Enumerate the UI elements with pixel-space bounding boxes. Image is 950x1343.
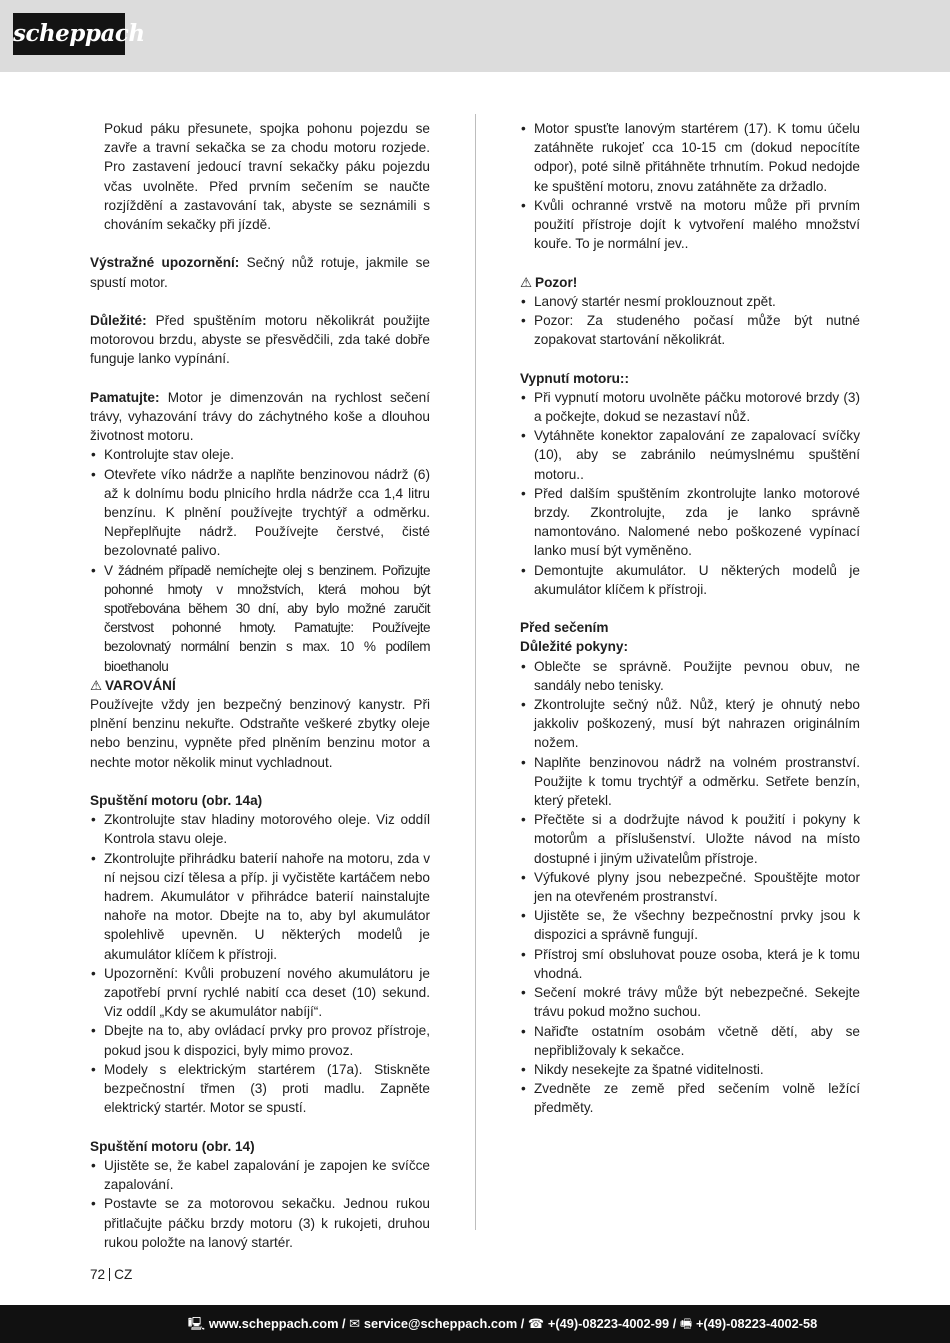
- computer-icon: 🖳: [187, 1316, 205, 1331]
- page-footer: [0, 1305, 950, 1343]
- list-item: • Vytáhněte konektor zapalování ze zapalovací svíčky (10), aby se zabránilo neúmyslnému spuštění motoru..: [520, 426, 860, 484]
- list-item: • Před dalším spuštěním zkontrolujte lanko motorové brzdy. Zkontrolujte, zda je lanko správně namontováno. Nalomené nebo poškozené vypínací lanko musí být vyměněno.: [520, 484, 860, 561]
- list-item: • Oblečte se správně. Použijte pevnou obuv, ne sandály nebo tenisky.: [520, 657, 860, 695]
- column-divider: [475, 114, 476, 1230]
- page-number-separator: [109, 1268, 110, 1281]
- varovani-label: VAROVÁNÍ: [105, 677, 176, 693]
- list-item: • Lanový startér nesmí proklouznout zpět.: [520, 292, 860, 311]
- warning-triangle-icon: ⚠: [90, 677, 103, 693]
- fax-icon: 🖷: [679, 1316, 692, 1331]
- list-item: • Upozornění: Kvůli probuzení nového akumulátoru je zapotřebí první rychlé nabití cca deset (10) sekund. Viz oddíl „Kdy se akumulátor nabíjí“.: [90, 964, 430, 1022]
- warning-note: [90, 253, 430, 291]
- list-item: • Zvedněte ze země před sečením volně ležící předměty.: [520, 1079, 860, 1117]
- list-item: • Výfukové plyny jsou nebezpečné. Spouštějte motor jen na otevřeném prostranství.: [520, 868, 860, 906]
- list-item: • Zkontrolujte stav hladiny motorového oleje. Viz oddíl Kontrola stavu oleje.: [90, 810, 430, 848]
- footer-fax: +(49)-08223-4002-58: [695, 1316, 818, 1331]
- remember-note-label: Pamatujte:: [90, 389, 160, 405]
- list-item: • Otevřete víko nádrže a naplňte benzinovou nádrž (6) až k dolnímu bodu plnicího hrdla nádrže cca 1,4 litru benzínu. K plnění používejte trychtýř a odměrku. Nepřeplňujte nádrž. Používejte čerstvé, čisté bezolovnaté palivo.: [90, 465, 430, 561]
- list-item: • Motor spusťte lanovým startérem (17). K tomu účelu zatáhněte rukojeť cca 10-15 cm (dokud nepocítíte odpor), poté silně přitáhněte trhnutím. Pokud nedojde ke spuštění motoru, znovu zatáhněte za držadlo.: [520, 119, 860, 196]
- right-column: [520, 119, 860, 1118]
- drive-lever-paragraph: Pokud páku přesunete, spojka pohonu pojezdu se zavře a travní sekačka se za chodu motoru rozjede. Pro zastavení jedoucí travní sekačky páku pojezdu včas uvolněte. Před prvním sečením se naučte rozjíždění a zastavování tak, abyste se seznámili s chováním sekačky při jízdě.: [104, 121, 430, 233]
- list-item: • Zkontrolujte přihrádku baterií nahoře na motoru, zda v ní nejsou cizí tělesa a příp. ji vyčistěte kartáčem nebo hadrem. Akumulátor v přihrádce baterií nainstalujte nahoře na motor. Dbejte na to, aby byl akumulátor spolehlivě upevněn. U některých modelů je akumulátor klíčem k přístroji.: [90, 849, 430, 964]
- list-item: • Ujistěte se, že všechny bezpečnostní prvky jsou k dispozici a správně fungují.: [520, 906, 860, 944]
- page-language: CZ: [114, 1267, 133, 1282]
- before-mowing-subheading: Důležité pokyny:: [520, 639, 629, 655]
- list-item: • Ujistěte se, že kabel zapalování je zapojen ke svíčce zapalování.: [90, 1156, 430, 1194]
- remember-note-text: Motor je dimenzován na rychlost sečení trávy, vyhazování trávy do záchytného koše a dlouhou životnost motoru.: [90, 389, 430, 444]
- left-column: [90, 119, 430, 1252]
- varovani-heading: [90, 676, 430, 695]
- varovani-text: Používejte vždy jen bezpečný benzinový kanystr. Při plnění benzinu nekuřte. Odstraňte veškeré zbytky oleje nebo benzinu, vypněte před plněním benzinu motor a nechte motor několik minut vychladnout.: [90, 697, 430, 770]
- footer-website[interactable]: www.scheppach.com /: [208, 1316, 346, 1331]
- list-item: • Přečtěte si a dodržujte návod k použití i pokyny k motorům a příslušenství. Uložte návod na místo dostupné i jiným uživatelům přístroje.: [520, 810, 860, 868]
- important-note-text: Před spuštěním motoru několikrát použijte motorovou brzdu, abyste se přesvědčili, zda také dobře funguje lanko vypínání.: [90, 313, 430, 367]
- start-14-heading: Spuštění motoru (obr. 14): [90, 1138, 255, 1154]
- phone-icon: ☎: [527, 1316, 544, 1331]
- important-note-label: Důležité:: [90, 313, 147, 328]
- list-item: • Zkontrolujte sečný nůž. Nůž, který je ohnutý nebo jakkoliv poškozený, musí být nahrazen originálním nožem.: [520, 695, 860, 753]
- list-item: • Přístroj smí obsluhovat pouze osoba, která je k tomu vhodná.: [520, 945, 860, 983]
- pozor-heading: [520, 273, 860, 292]
- list-item: • Sečení mokré trávy může být nebezpečné. Sekejte trávu pokud možno suchou.: [520, 983, 860, 1021]
- warning-note-label: Výstražné upozornění:: [90, 255, 240, 271]
- list-item: • Naplňte benzinovou nádrž na volném prostranství. Použijte k tomu trychtýř a odměrku. Setřete benzín, který přetekl.: [520, 753, 860, 811]
- list-item: • Kontrolujte stav oleje.: [90, 445, 430, 464]
- footer-phone: +(49)-08223-4002-99 /: [547, 1316, 677, 1331]
- list-item: • V žádném případě nemíchejte olej s benzinem. Pořizujte pohonné hmoty v množstvích, která mohou být spotřebována během 30 dní, aby bylo možné zaručit čerstvost pohonné hmoty. Pamatujte: Používejte bezolovnatý normální benzin s max. 10 % podílem bioethanolu: [90, 561, 430, 676]
- list-item: • Postavte se za motorovou sekačku. Jednou rukou přitlačujte páčku brzdy motoru (3) k rukojeti, druhou rukou položte na lanový startér.: [90, 1194, 430, 1252]
- warning-triangle-icon: ⚠: [520, 274, 533, 290]
- stop-engine-heading: Vypnutí motoru::: [520, 370, 629, 386]
- list-item: • Kvůli ochranné vrstvě na motoru může při prvním použití přístroje dojít k vytvoření malého množství kouře. To je normální jev..: [520, 196, 860, 254]
- list-item: • Pozor: Za studeného počasí může být nutné zopakovat startování několikrát.: [520, 311, 860, 349]
- list-item: • Demontujte akumulátor. U některých modelů je akumulátor klíčem k přístroji.: [520, 561, 860, 599]
- brand-logo: scheppach: [13, 13, 125, 55]
- list-item: • Nařiďte ostatním osobám včetně dětí, aby se nepřibližovaly k sekačce.: [520, 1022, 860, 1060]
- page-number-value: 72: [90, 1267, 106, 1282]
- important-note: [90, 311, 430, 369]
- page-header: [0, 0, 950, 72]
- start-14a-heading: Spuštění motoru (obr. 14a): [90, 793, 263, 809]
- warning-note-text: Sečný nůž rotuje, jakmile se spustí motor.: [90, 255, 430, 290]
- page-number: [90, 1265, 132, 1284]
- list-item: • Při vypnutí motoru uvolněte páčku motorové brzdy (3) a počkejte, dokud se nezastaví nůž.: [520, 388, 860, 426]
- list-item: • Nikdy nesekejte za špatné viditelnosti.: [520, 1060, 860, 1079]
- before-mowing-heading: Před sečením: [520, 620, 609, 636]
- footer-email[interactable]: service@scheppach.com /: [363, 1316, 525, 1331]
- remember-note: [90, 388, 430, 446]
- pozor-label: Pozor!: [535, 274, 578, 290]
- list-item: • Modely s elektrickým startérem (17a). Stiskněte bezpečnostní třmen (3) proti madlu. Zapněte elektrický startér. Motor se spustí.: [90, 1060, 430, 1118]
- mail-icon: ✉: [349, 1316, 360, 1331]
- list-item: • Dbejte na to, aby ovládací prvky pro provoz přístroje, pokud jsou k dispozici, byly mimo provoz.: [90, 1021, 430, 1059]
